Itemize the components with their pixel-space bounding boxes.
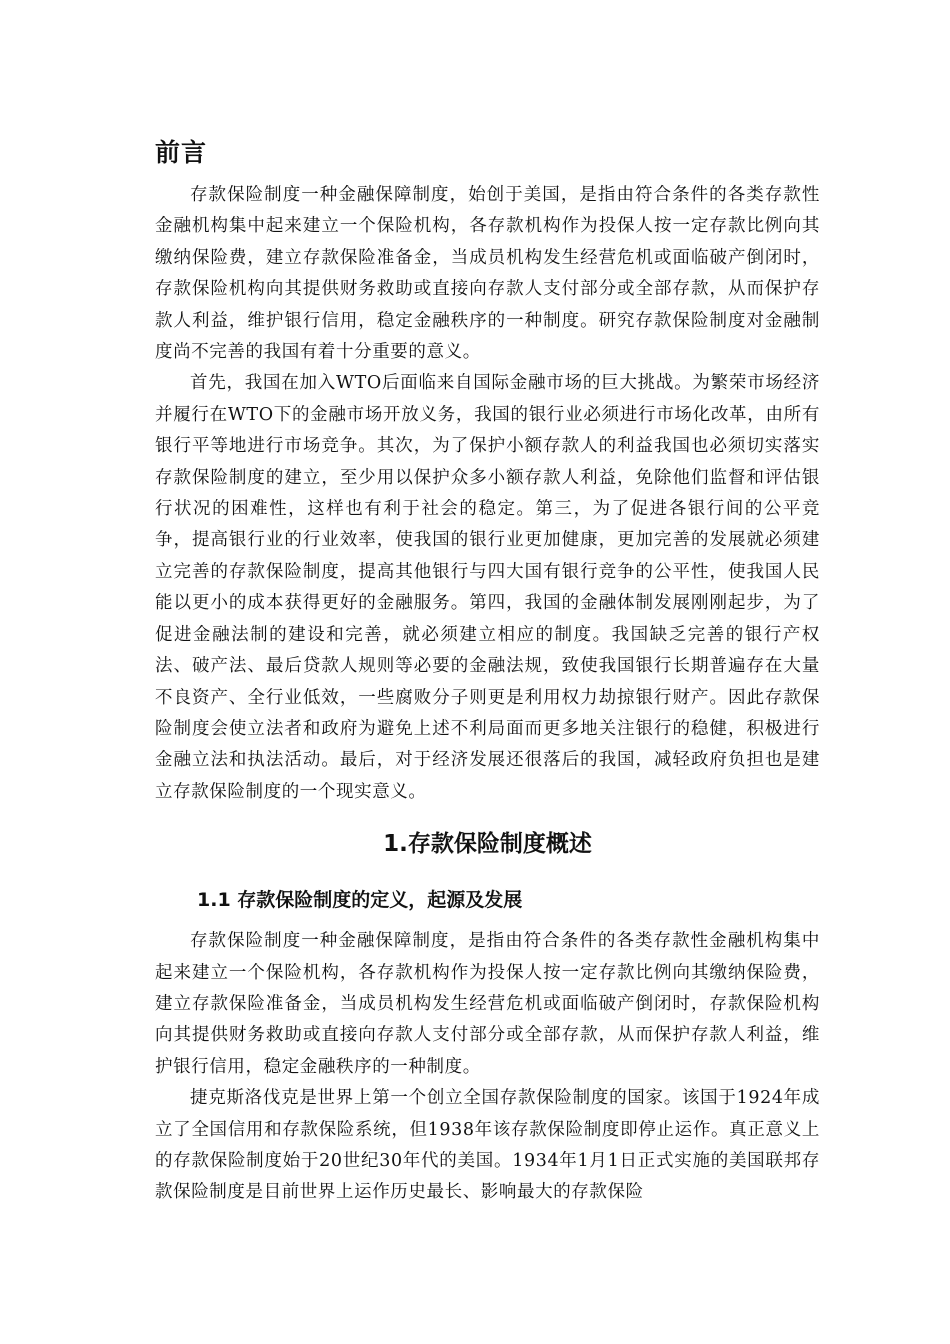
- preface-title: 前言: [155, 138, 208, 167]
- chapter-title: 1.存款保险制度概述: [383, 831, 592, 858]
- preface-paragraph-2: 首先，我国在加入WTO后面临来自国际金融市场的巨大挑战。为繁荣市场经济并履行在WTO下的金融市场开放义务，我国的银行业必须进行市场化改革，由所有银行平等地进行市场竞争。其次，为了保护小额存款人的利益我国也必须切实落实存款保险制度的建立，至少用以保护众多小额存款人利益，免除他们监督和评估银行状况的困难性，这样也有利于社会的稳定。第三，为了促进各银行间的公平竞争，提高银行业的行业效率，使我国的银行业更加健康，更加完善的发展就必须建立完善的存款保险制度，提高其他银行与四大国有银行竞争的公平性，使我国人民能以更小的成本获得更好的金融服务。第四，我国的金融体制发展刚刚起步，为了促进金融法制的建设和完善，就必须建立相应的制度。我国缺乏完善的银行产权法、破产法、最后贷款人规则等必要的金融法规，致使我国银行长期普遍存在大量不良资产、全行业低效，一些腐败分子则更是利用权力劫掠银行财产。因此存款保险制度会使立法者和政府为避免上述不利局面而更多地关注银行的稳健，积极进行金融立法和执法活动。最后，对于经济发展还很落后的我国，减轻政府负担也是建立存款保险制度的一个现实意义。: [155, 373, 820, 802]
- preface-paragraph-1: 存款保险制度一种金融保障制度，始创于美国，是指由符合条件的各类存款性金融机构集中起来建立一个保险机构，各存款机构作为投保人按一定存款比例向其缴纳保险费，建立存款保险准备金，当成员机构发生经营危机或面临破产倒闭时，存款保险机构向其提供财务救助或直接向存款人支付部分或全部存款，从而保护存款人利益，维护银行信用，稳定金融秩序的一种制度。研究存款保险制度对金融制度尚不完善的我国有着十分重要的意义。: [155, 185, 820, 363]
- section-paragraph-2: 捷克斯洛伐克是世界上第一个创立全国存款保险制度的国家。该国于1924年成立了全国信用和存款保险系统，但1938年该存款保险制度即停止运作。真正意义上的存款保险制度始于20世纪30年代的美国。1934年1月1日正式实施的美国联邦存款保险制度是目前世界上运作历史最长、影响最大的存款保险: [155, 1088, 820, 1203]
- document-page: [155, 132, 820, 1209]
- section-title: 1.1 存款保险制度的定义，起源及发展: [197, 889, 523, 912]
- section-paragraph-1: 存款保险制度一种金融保障制度，是指由符合条件的各类存款性金融机构集中起来建立一个保险机构，各存款机构作为投保人按一定存款比例向其缴纳保险费，建立存款保险准备金，当成员机构发生经营危机或面临破产倒闭时，存款保险机构向其提供财务救助或直接向存款人支付部分或全部存款，从而保护存款人利益，维护银行信用，稳定金融秩序的一种制度。: [155, 931, 820, 1077]
